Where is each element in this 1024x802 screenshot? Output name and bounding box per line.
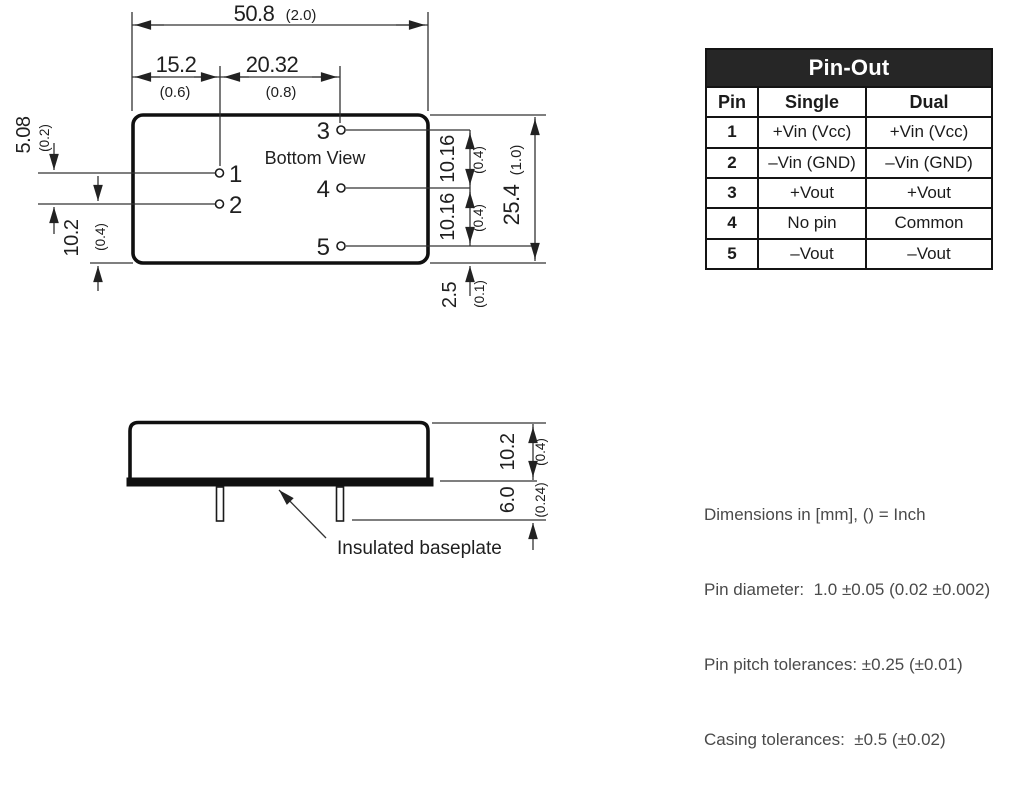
pinout-row4-pin: 4: [707, 209, 757, 237]
pinout-row1-single: +Vin (Vcc): [759, 118, 865, 146]
bottom-view-title: Bottom View: [264, 148, 366, 168]
dim-pin2edge-in: (0.4): [93, 223, 108, 251]
bottom-view-body-outline: [133, 115, 428, 263]
dim-pin12-in: (0.2): [37, 124, 52, 152]
pin-4-marker: [337, 184, 345, 192]
pinout-table: [705, 48, 993, 270]
dim-pin2edge-mm: 10.2: [61, 219, 83, 257]
pinout-col-pin: Pin: [707, 88, 757, 116]
side-pin-right: [337, 487, 344, 521]
pin-2-label: 2: [229, 192, 243, 219]
dim-pin34-in: (0.4): [471, 146, 486, 174]
baseplate-bar: [127, 478, 434, 487]
pinout-row2-single: –Vin (GND): [759, 149, 865, 177]
dim-pin45-mm: 10.16: [437, 193, 459, 241]
bottom-view-drawing: [13, 1, 546, 308]
dim-height-mm: 25.4: [499, 184, 524, 226]
dim-height-in: (1.0): [508, 144, 525, 176]
pinout-row5-pin: 5: [707, 240, 757, 268]
side-view-pins: [217, 487, 344, 521]
side-view-drawing: [127, 423, 549, 560]
dim-pin1x-mm: 15.2: [155, 52, 197, 77]
dim-pin5edge-mm: 2.5: [439, 281, 461, 309]
note-casing-tol: Casing tolerances: ±0.5 (±0.02): [704, 730, 946, 749]
pinout-row3-pin: 3: [707, 179, 757, 207]
note-units: Dimensions in [mm], () = Inch: [704, 505, 926, 524]
dim-pin1x-in: (0.6): [159, 84, 191, 101]
pin-3-marker: [337, 126, 345, 134]
dim-sideheight-mm: 10.2: [497, 433, 519, 471]
pin-4-label: 4: [316, 176, 330, 203]
pin-1-label: 1: [229, 161, 243, 188]
dim-width-in: (2.0): [285, 7, 317, 24]
dim-pin45-in: (0.4): [471, 204, 486, 232]
pinout-col-single: Single: [759, 88, 865, 116]
dim-pin12-mm: 5.08: [13, 116, 35, 154]
pinout-row4-dual: Common: [867, 209, 991, 237]
pinout-row3-dual: +Vout: [867, 179, 991, 207]
pinout-row5-dual: –Vout: [867, 240, 991, 268]
dim-sideheight-in: (0.4): [533, 438, 548, 466]
dimension-notes: [704, 452, 990, 802]
dim-pinlength-in: (0.24): [533, 482, 548, 518]
dim-colpitch-mm: 20.32: [245, 52, 299, 77]
pinout-row2-dual: –Vin (GND): [867, 149, 991, 177]
dim-left-pin-offsets: [54, 143, 133, 291]
pinout-col-dual: Dual: [867, 88, 991, 116]
dim-colpitch-in: (0.8): [265, 84, 297, 101]
pin-3-label: 3: [316, 118, 330, 145]
pinout-table-title: Pin-Out: [707, 50, 991, 86]
note-pin-pitch-tol: Pin pitch tolerances: ±0.25 (±0.01): [704, 655, 963, 674]
baseplate-label: Insulated baseplate: [337, 538, 502, 559]
side-view-body-outline: [130, 423, 428, 482]
pinout-row1-dual: +Vin (Vcc): [867, 118, 991, 146]
pinout-row3-single: +Vout: [759, 179, 865, 207]
dim-pinlength-mm: 6.0: [497, 486, 519, 514]
pinout-row5-single: –Vout: [759, 240, 865, 268]
pin-1-marker: [216, 169, 224, 177]
side-pin-left: [217, 487, 224, 521]
dim-width-mm: 50.8: [233, 1, 275, 26]
pin-5-marker: [337, 242, 345, 250]
pinout-row4-single: No pin: [759, 209, 865, 237]
pinout-table-grid: [707, 88, 991, 268]
pin-5-label: 5: [316, 234, 330, 261]
dim-pin5edge-in: (0.1): [472, 280, 487, 308]
baseplate-leader-line: [279, 490, 326, 538]
dim-pin34-mm: 10.16: [437, 135, 459, 183]
pin-2-marker: [216, 200, 224, 208]
pinout-row2-pin: 2: [707, 149, 757, 177]
note-pin-diameter: Pin diameter: 1.0 ±0.05 (0.02 ±0.002): [704, 580, 991, 599]
pinout-row1-pin: 1: [707, 118, 757, 146]
